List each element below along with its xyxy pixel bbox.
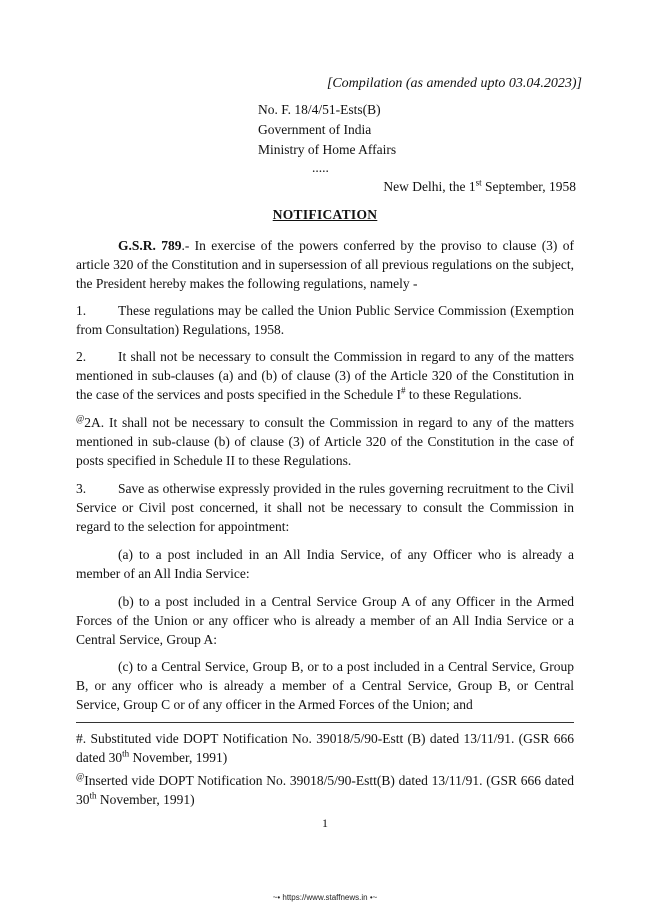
footnote-1: #. Substituted vide DOPT Notification No. 39018/5/90-Estt (B) dated 13/11/91. (GSR 666 dated 30th November, 1991) <box>76 731 574 765</box>
gsr-number: G.S.R. 789 <box>118 238 182 253</box>
paragraph-2a: @2A. It shall not be necessary to consult the Commission in regard to any of the matters mentioned in sub-clause (b) of clause (3) of Article 320 of the Constitution in the case of posts specified in Schedule II to these Regulations. <box>76 413 574 468</box>
website-link[interactable]: ~• https://www.staffnews.in •~ <box>272 893 378 902</box>
notification-title: NOTIFICATION <box>272 207 378 222</box>
clause-a: (a) to a post included in an All India Service, of any Officer who is already a member of an All India Service: <box>76 547 574 581</box>
intro-paragraph: G.S.R. 789.- In exercise of the powers conferred by the proviso to clause (3) of article 320 of the Constitution and in supersession of all previous regulations on the subject, the President hereby makes the following regulations, namely - <box>76 238 574 291</box>
clause-b: (b) to a post included in a Central Service Group A of any Officer in the Armed Forces of the Union or any officer who is already a member of an All India Service or a Central Service, Group A: <box>76 594 574 647</box>
file-number: No. F. 18/4/51-Ests(B) <box>258 102 381 117</box>
government-line: Government of India <box>258 122 372 137</box>
clause-c: (c) to a Central Service, Group B, or to a post included in a Central Service, Group B, or any officer who is already a member of a Central Service, Group B, or Central Service, Group C or of any officer in the Armed Forces of the Union; and <box>76 659 574 712</box>
ministry-line: Ministry of Home Affairs <box>258 142 397 157</box>
page-number: 1 <box>322 816 328 830</box>
paragraph-3: 3. Save as otherwise expressly provided in the rules governing recruitment to the Civil Service or Civil post concerned, it shall not be necessary to consult the Commission in regard to the selection for appointment: <box>76 481 574 534</box>
footnote-divider <box>76 722 574 723</box>
paragraph-2: 2. It shall not be necessary to consult the Commission in regard to any of the matters mentioned in sub-clauses (a) and (b) of clause (3) of the Article 320 of the Constitution in the case of the services and posts specified in the Schedule I# to these Regulations. <box>76 349 574 402</box>
footnote-2: @Inserted vide DOPT Notification No. 39018/5/90-Estt(B) dated 13/11/91. (GSR 666 dated 30th November, 1991) <box>76 771 574 807</box>
notification-date: New Delhi, the 1st September, 1958 <box>383 177 576 194</box>
dots-separator: ..... <box>312 160 329 175</box>
paragraph-1: 1. These regulations may be called the Union Public Service Commission (Exemption from Consultation) Regulations, 1958. <box>76 303 574 337</box>
compilation-note: [Compilation (as amended upto 03.04.2023)] <box>326 76 582 91</box>
